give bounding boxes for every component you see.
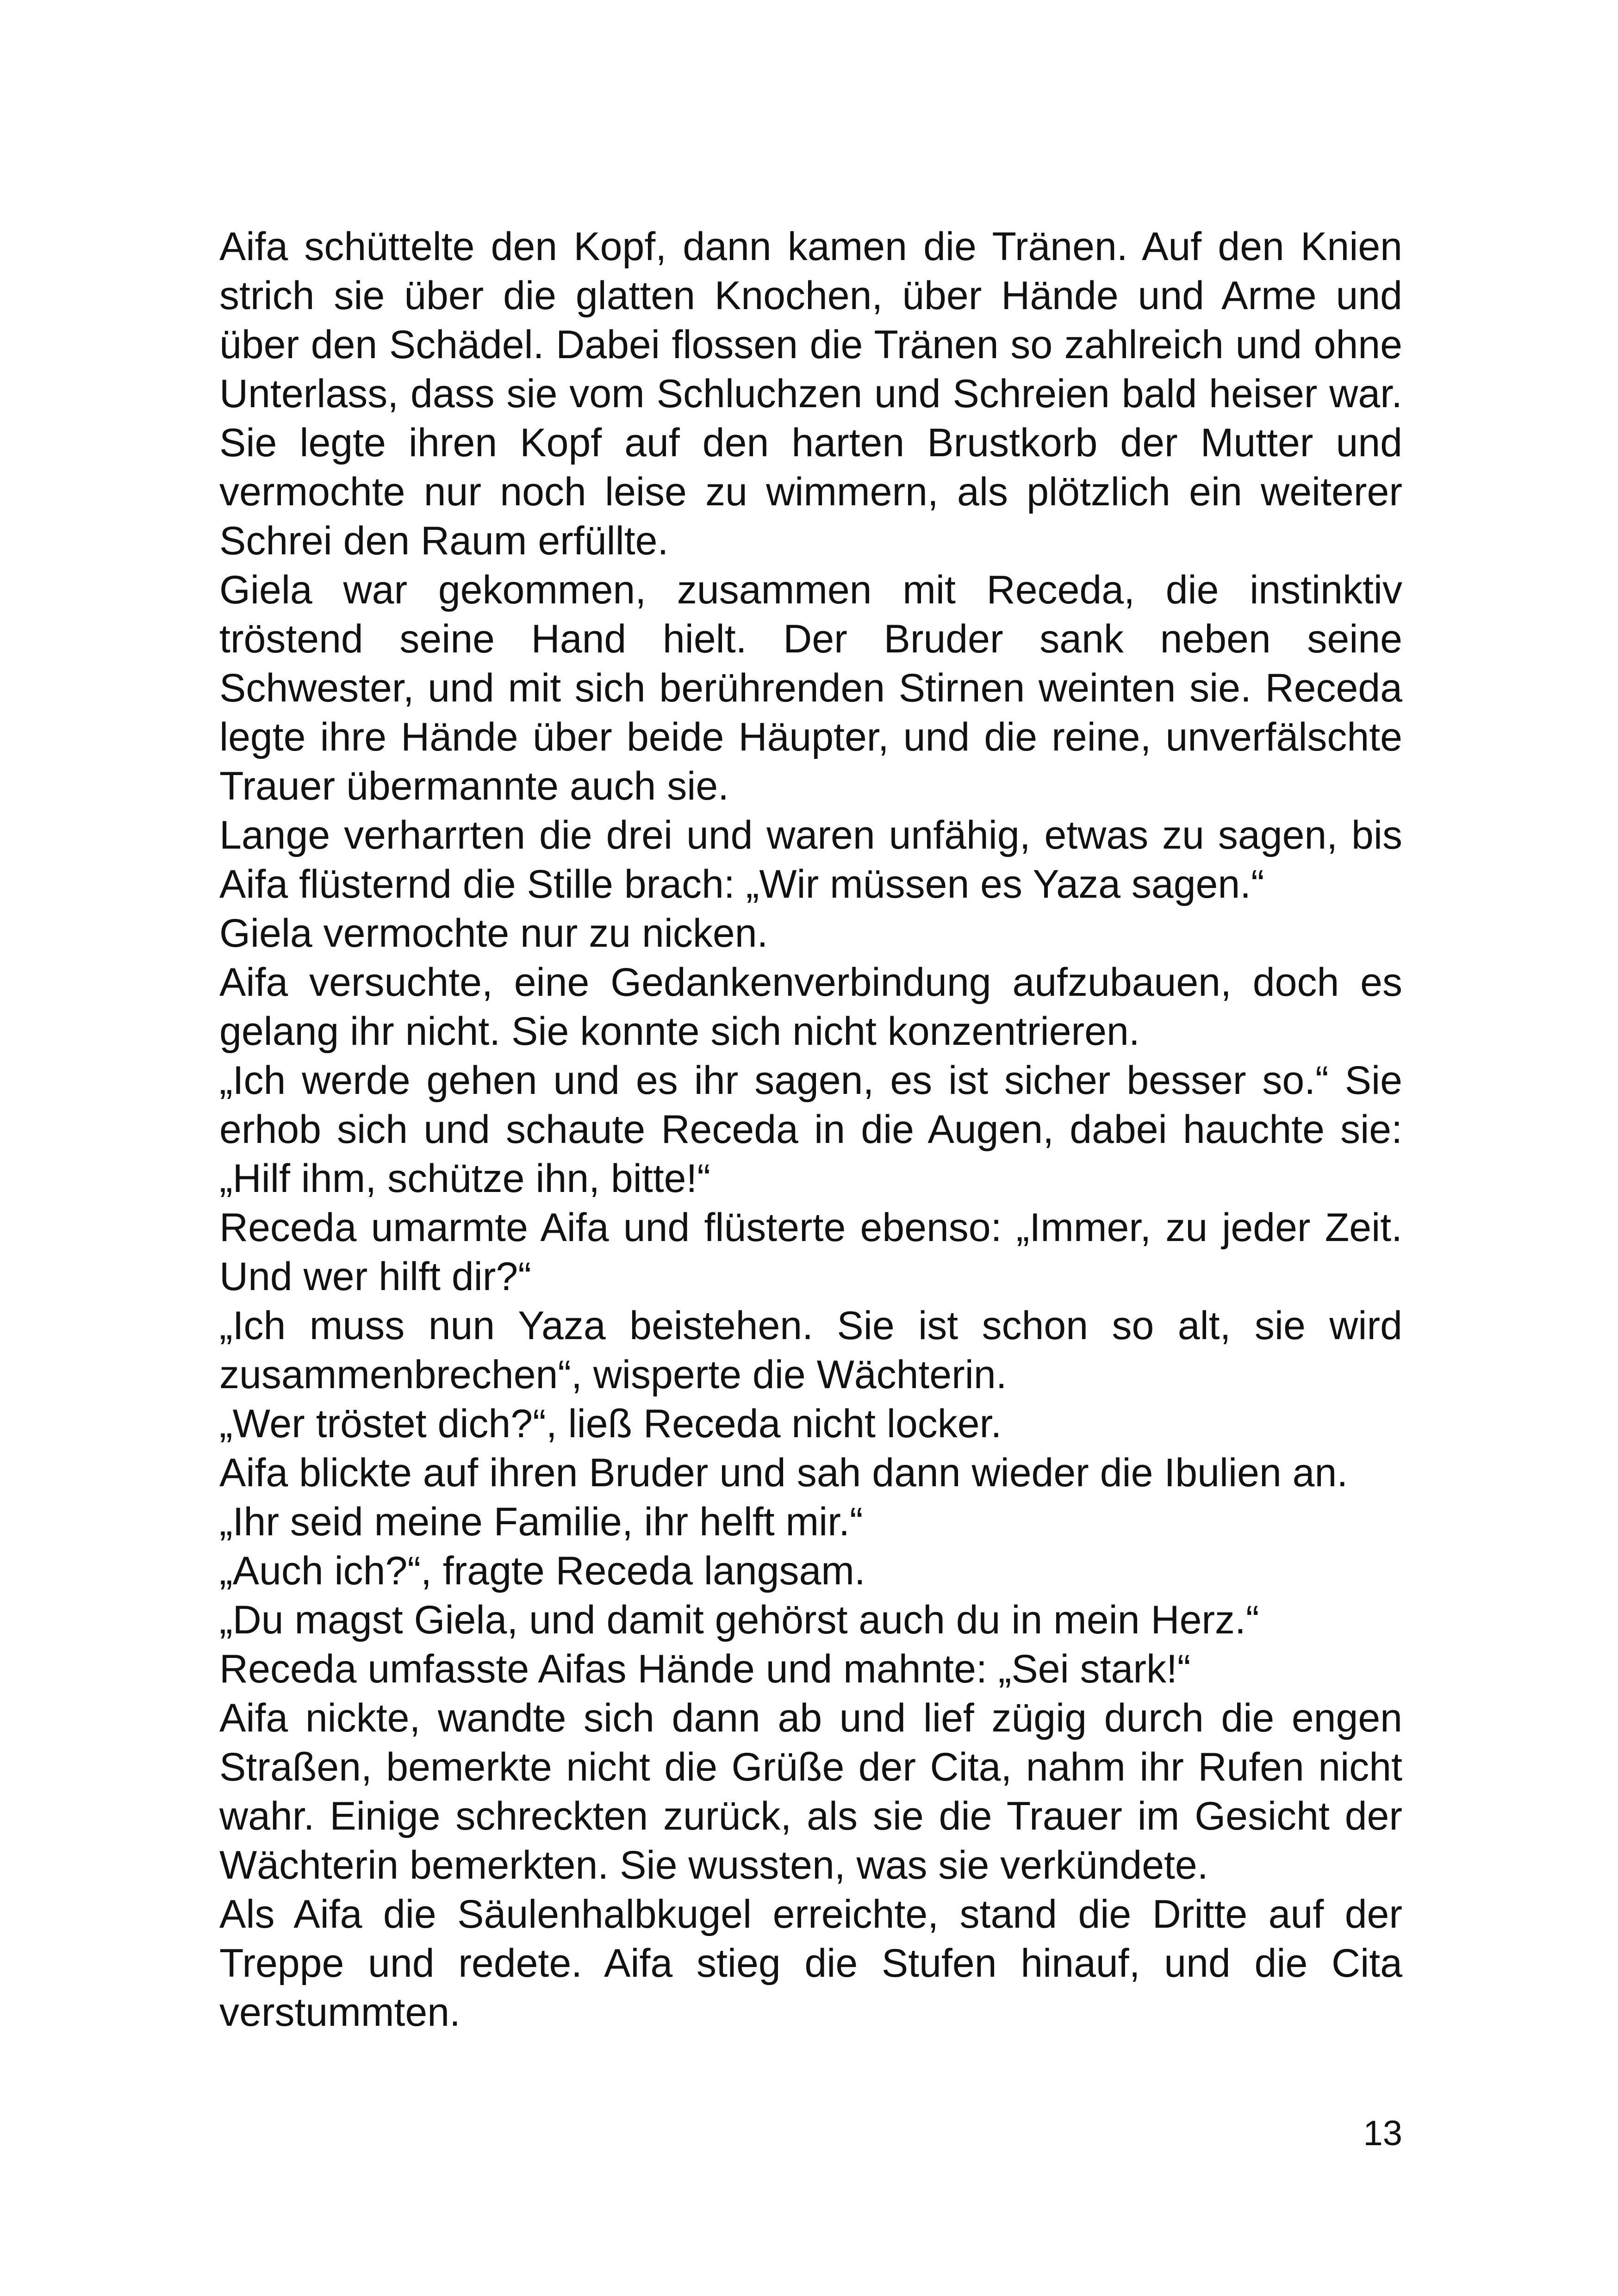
paragraph: Aifa versuchte, eine Gedankenverbindung aufzubauen, doch es gelang ihr nicht. Sie konnte sich nicht konzentrieren. (219, 960, 1402, 1054)
page-number: 13 (1363, 2114, 1402, 2153)
paragraph: „Wer tröstet dich?“, ließ Receda nicht locker. (219, 1402, 1002, 1446)
paragraph: Als Aifa die Säulenhalbkugel erreichte, stand die Dritte auf der Treppe und redete. Aifa stieg die Stufen hinauf, und die Cita verstummten. (219, 1892, 1402, 2035)
paragraph: „Du magst Giela, und damit gehörst auch du in mein Herz.“ (219, 1598, 1259, 1642)
paragraph: „Ich werde gehen und es ihr sagen, es ist sicher besser so.“ Sie erhob sich und schaute Receda in die Augen, dabei hauchte sie: „Hilf ihm, schütze ihn, bitte!“ (219, 1058, 1402, 1201)
paragraph: Lange verharrten die drei und waren unfähig, etwas zu sagen, bis Aifa flüsternd die Stille brach: „Wir müssen es Yaza sagen.“ (219, 813, 1402, 906)
paragraph: Aifa blickte auf ihren Bruder und sah dann wieder die Ibulien an. (219, 1451, 1348, 1495)
paragraph: „Ihr seid meine Familie, ihr helft mir.“ (219, 1500, 863, 1544)
body-text (219, 222, 1402, 2037)
paragraph: „Ich muss nun Yaza beistehen. Sie ist schon so alt, sie wird zusammenbrechen“, wisperte die Wächterin. (219, 1303, 1402, 1397)
paragraph: Aifa schüttelte den Kopf, dann kamen die Tränen. Auf den Knien strich sie über die glatten Knochen, über Hände und Arme und über den Schädel. Dabei flossen die Tränen so zahlreich und ohne Unterlass, dass sie vom Schluchzen und Schreien bald heiser war. Sie legte ihren Kopf auf den harten Brustkorb der Mutter und vermochte nur noch leise zu wimmern, als plötzlich ein weiterer Schrei den Raum erfüllte. (219, 224, 1402, 563)
paragraph: Giela war gekommen, zusammen mit Receda, die instinktiv tröstend seine Hand hielt. Der Bruder sank neben seine Schwester, und mit sich berührenden Stirnen weinten sie. Receda legte ihre Hände über beide Häupter, und die reine, unverfälschte Trauer übermannte auch sie. (219, 568, 1402, 808)
paragraph: Aifa nickte, wandte sich dann ab und lief zügig durch die engen Straßen, bemerkte nicht die Grüße der Cita, nahm ihr Rufen nicht wahr. Einige schreckten zurück, als sie die Trauer im Gesicht der Wächterin bemerkten. Sie wussten, was sie verkündete. (219, 1696, 1402, 1887)
paragraph: „Auch ich?“, fragte Receda langsam. (219, 1549, 865, 1593)
paragraph: Receda umarmte Aifa und flüsterte ebenso: „Immer, zu jeder Zeit. Und wer hilft dir?“ (219, 1205, 1402, 1299)
paragraph: Giela vermochte nur zu nicken. (219, 911, 768, 956)
paragraph: Receda umfasste Aifas Hände und mahnte: „Sei stark!“ (219, 1647, 1191, 1691)
